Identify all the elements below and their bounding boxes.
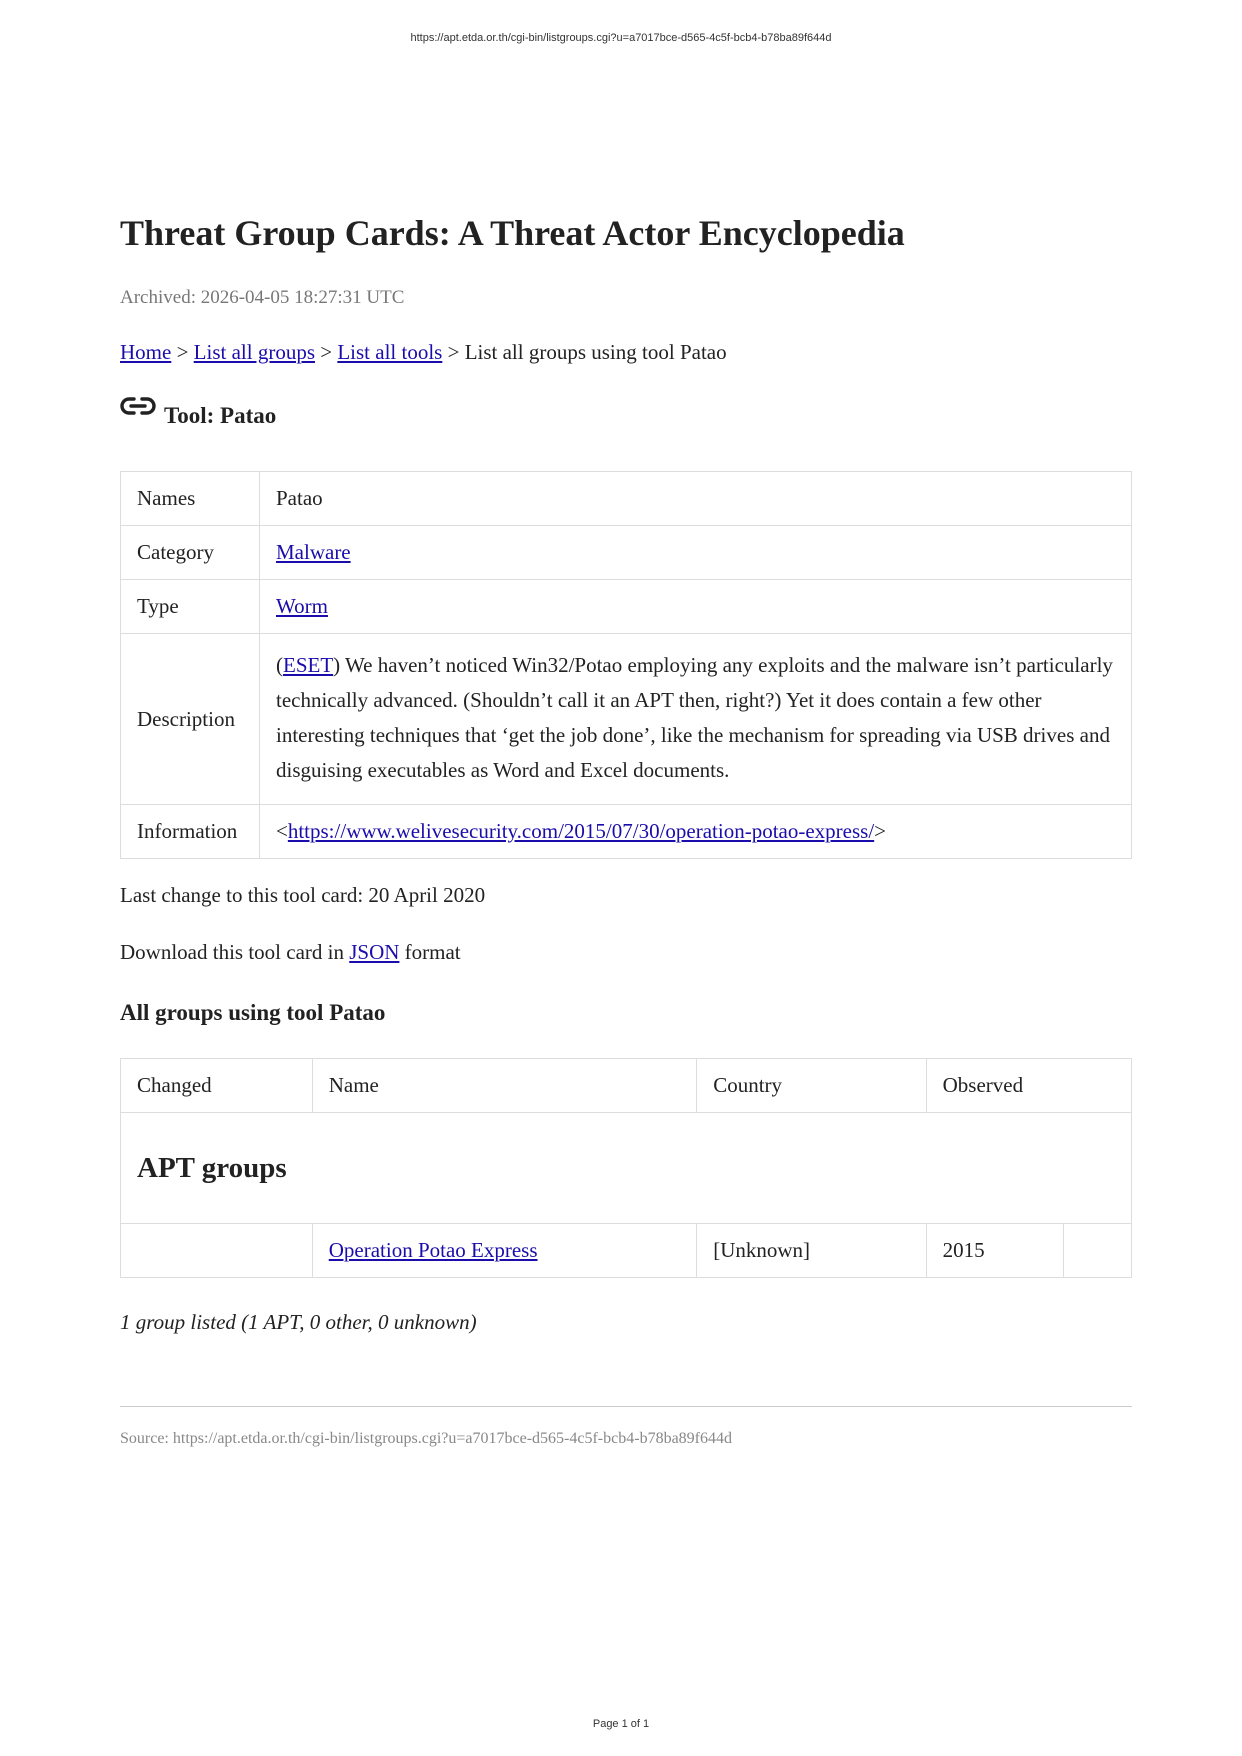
page-number: Page 1 of 1 — [592, 1718, 650, 1730]
print-header-url: https://apt.etda.or.th/cgi-bin/listgroups.cgi?u=a7017bce-d565-4c5f-bcb4-b78ba89f644d — [410, 32, 832, 44]
type-label: Type — [121, 580, 260, 634]
description-label: Description — [121, 634, 260, 805]
archived-timestamp: Archived: 2026-04-05 18:27:31 UTC — [120, 287, 405, 308]
download-line — [120, 940, 461, 965]
names-value: Patao — [260, 472, 1132, 526]
tool-heading — [120, 403, 276, 429]
last-change-text: Last change to this tool card: 20 April 2020 — [120, 883, 486, 907]
category-link[interactable]: Malware — [276, 540, 351, 564]
group-changed — [121, 1224, 313, 1278]
download-prefix: Download this tool card in — [120, 940, 350, 964]
breadcrumb-home-link[interactable]: Home — [120, 340, 172, 364]
link-icon — [120, 395, 156, 417]
divider — [120, 1406, 1132, 1407]
table-row — [121, 472, 1132, 526]
information-link[interactable]: https://www.welivesecurity.com/2015/07/30/operation-potao-express/ — [287, 819, 875, 843]
groups-heading: All groups using tool Patao — [120, 1000, 386, 1025]
breadcrumb-separator: > — [315, 340, 338, 364]
information-label: Information — [121, 805, 260, 859]
column-header-country: Country — [697, 1059, 926, 1113]
angle-bracket: > — [874, 819, 887, 843]
groups-header-row — [121, 1059, 1132, 1113]
names-label: Names — [121, 472, 260, 526]
breadcrumb-list-tools-link[interactable]: List all tools — [337, 340, 443, 364]
section-title-apt-groups: APT groups — [121, 1113, 1132, 1224]
empty-cell — [1063, 1224, 1131, 1278]
json-download-link[interactable]: JSON — [349, 940, 400, 964]
groups-summary: 1 group listed (1 APT, 0 other, 0 unknown) — [120, 1310, 477, 1334]
table-row — [121, 805, 1132, 859]
column-header-observed: Observed — [926, 1059, 1131, 1113]
description-paren: ) — [333, 653, 341, 677]
table-row — [121, 1224, 1132, 1278]
type-link[interactable]: Worm — [276, 594, 328, 618]
column-header-changed: Changed — [121, 1059, 313, 1113]
breadcrumb-separator: > — [442, 340, 465, 364]
description-paren: ( — [276, 653, 283, 677]
description-text: We haven’t noticed Win32/Potao employing any exploits and the malware isn’t particularly technically advanced. (Shouldn’t call it an APT then, right?) Yet it does contain a few other interesting techniques that ‘get the job done’, like the mechanism for spreading via USB drives and disguising executables as Word and Excel documents. — [276, 653, 1113, 782]
group-name — [312, 1224, 696, 1278]
type-value — [260, 580, 1132, 634]
group-name-link[interactable]: Operation Potao Express — [328, 1238, 538, 1262]
category-value — [260, 526, 1132, 580]
breadcrumb-separator: > — [171, 340, 194, 364]
information-value — [260, 805, 1132, 859]
angle-bracket: < — [276, 819, 288, 843]
breadcrumb-list-groups-link[interactable]: List all groups — [193, 340, 315, 364]
groups-table — [120, 1058, 1132, 1278]
table-row — [121, 634, 1132, 805]
table-row — [121, 580, 1132, 634]
tool-heading-text: Tool: Patao — [164, 403, 277, 428]
section-row — [121, 1113, 1132, 1224]
description-source-link[interactable]: ESET — [283, 653, 334, 677]
download-suffix: format — [399, 940, 461, 964]
group-country: [Unknown] — [697, 1224, 926, 1278]
source-line: Source: https://apt.etda.or.th/cgi-bin/listgroups.cgi?u=a7017bce-d565-4c5f-bcb4-b78ba89f644d — [120, 1430, 732, 1447]
description-value — [260, 634, 1132, 805]
breadcrumb — [120, 340, 727, 365]
page-title: Threat Group Cards: A Threat Actor Encyclopedia — [120, 213, 905, 253]
category-label: Category — [121, 526, 260, 580]
group-observed: 2015 — [926, 1224, 1063, 1278]
column-header-name: Name — [312, 1059, 696, 1113]
tool-card-table — [120, 471, 1132, 859]
table-row — [121, 526, 1132, 580]
breadcrumb-current: List all groups using tool Patao — [464, 340, 727, 364]
